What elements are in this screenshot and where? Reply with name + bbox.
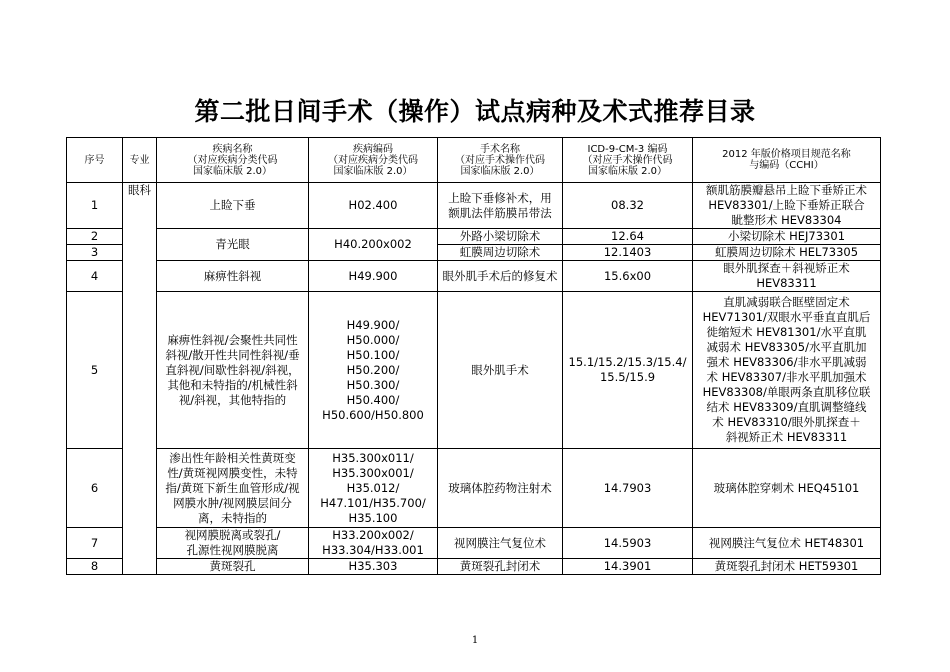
icd-code-cell bbox=[563, 449, 693, 528]
cell-line: 眼外肌手术 bbox=[471, 362, 529, 377]
disease-code-cell bbox=[309, 229, 438, 261]
cell-line: H02.400 bbox=[348, 198, 398, 212]
cell-line: 额肌筋膜瓣悬吊上睑下垂矫正术 bbox=[706, 183, 867, 197]
cell-line: 麻痹性斜视/会聚性共同性 bbox=[167, 332, 298, 347]
cell-line: （对应手术操作代码 bbox=[582, 154, 673, 166]
table-row bbox=[67, 449, 881, 528]
row-seq: 3 bbox=[67, 245, 123, 261]
cell-line: H40.200x002 bbox=[334, 237, 412, 251]
cell-line: 08.32 bbox=[611, 198, 644, 212]
cell-line: 结术 HEV83309/直肌调整缝线 bbox=[706, 400, 867, 414]
procedure-name-cell bbox=[438, 261, 563, 292]
header-procedure-name bbox=[438, 138, 563, 183]
cell-line: 眦整形术 HEV83304 bbox=[731, 213, 842, 227]
cell-line: H50.300/ bbox=[346, 377, 400, 392]
cell-line: 黄斑裂孔封闭术 bbox=[459, 559, 541, 573]
page-title: 第二批日间手术（操作）试点病种及术式推荐目录 bbox=[194, 97, 756, 126]
specialty-cell: 眼科 bbox=[123, 183, 157, 575]
disease-name-cell bbox=[157, 528, 309, 559]
cell-line: ICD-9-CM-3 编码 bbox=[587, 143, 668, 155]
cell-line: 术 HEV83307/非水平肌加强术 bbox=[706, 370, 867, 384]
row-seq: 4 bbox=[67, 261, 123, 292]
procedure-name-cell bbox=[438, 292, 563, 449]
cell-line: 小梁切除术 HEJ73301 bbox=[727, 229, 846, 243]
header-price-item bbox=[693, 138, 881, 183]
disease-code-cell bbox=[309, 292, 438, 449]
table-row bbox=[67, 292, 881, 449]
cell-line: 外路小梁切除术 bbox=[459, 229, 541, 243]
cell-line: 斜视/散开性共同性斜视/垂 bbox=[165, 347, 300, 362]
cell-line: 青光眼 bbox=[215, 237, 250, 251]
cell-line: 14.5903 bbox=[603, 535, 652, 550]
disease-name-cell bbox=[157, 292, 309, 449]
header-seq: 序号 bbox=[67, 138, 123, 183]
header-disease-code bbox=[309, 138, 438, 183]
cell-line: H35.303 bbox=[348, 559, 398, 573]
icd-code-cell bbox=[563, 528, 693, 559]
disease-name-cell bbox=[157, 183, 309, 229]
icd-code-cell bbox=[563, 261, 693, 292]
header-disease-name bbox=[157, 138, 309, 183]
cell-line: 2012 年版价格项目规范名称 bbox=[722, 149, 851, 160]
price-item-cell bbox=[693, 261, 881, 292]
cell-line: 徙缩短术 HEV81301/水平直肌 bbox=[706, 325, 867, 339]
cell-line: 性/黄斑视网膜变性，未特 bbox=[167, 465, 298, 480]
cell-line: 虹膜周边切除术 bbox=[459, 245, 541, 259]
disease-name-cell bbox=[157, 261, 309, 292]
cell-line: （对应疾病分类代码 bbox=[187, 154, 278, 166]
cell-line: 疾病编码 bbox=[353, 143, 393, 155]
disease-code-cell bbox=[309, 449, 438, 528]
cell-line: H35.300x001/ bbox=[332, 465, 414, 480]
row-seq: 6 bbox=[67, 449, 123, 528]
cell-line: 眼外肌手术后的修复术 bbox=[442, 268, 558, 283]
table-row bbox=[67, 261, 881, 292]
price-item-cell bbox=[693, 449, 881, 528]
cell-line: 离，未特指的 bbox=[198, 510, 267, 525]
cell-line: H47.101/H35.700/ bbox=[320, 495, 426, 510]
cell-line: H50.600/H50.800 bbox=[322, 407, 424, 422]
icd-code-cell bbox=[563, 292, 693, 449]
price-item-cell bbox=[693, 528, 881, 559]
price-item-cell bbox=[693, 229, 881, 245]
cell-line: 14.7903 bbox=[603, 480, 652, 495]
cell-line: H50.400/ bbox=[346, 392, 400, 407]
cell-line: 玻璃体腔药物注射术 bbox=[448, 480, 552, 495]
cell-line: H33.304/H33.001 bbox=[322, 543, 424, 557]
price-item-cell bbox=[693, 183, 881, 229]
cell-line: 额肌法伴筋膜吊带法 bbox=[448, 205, 552, 220]
cell-line: H35.012/ bbox=[346, 480, 400, 495]
cell-line: 国家临床版 2.0） bbox=[460, 165, 540, 177]
price-item-cell bbox=[693, 559, 881, 575]
icd-code-cell bbox=[563, 245, 693, 261]
cell-line: HEV83311 bbox=[756, 276, 817, 290]
cell-line: 麻痹性斜视 bbox=[203, 268, 262, 283]
cell-line: 视网膜注气复位术 bbox=[454, 535, 546, 550]
cell-line: HEV83308/单眼两条直肌移位联 bbox=[702, 385, 871, 399]
row-seq: 5 bbox=[67, 292, 123, 449]
cell-line: H49.900 bbox=[348, 268, 398, 283]
cell-line: 减弱术 HEV83305/水平直肌加 bbox=[706, 340, 867, 354]
cell-line: 上睑下垂修补术，用 bbox=[448, 190, 552, 205]
cell-line: 国家临床版 2.0） bbox=[587, 165, 668, 177]
cell-line: 国家临床版 2.0） bbox=[192, 165, 273, 177]
cell-line: 虹膜周边切除术 HEL73305 bbox=[714, 245, 859, 259]
table-row bbox=[67, 559, 881, 575]
cell-line: 玻璃体腔穿刺术 HEQ45101 bbox=[713, 480, 860, 495]
price-item-cell bbox=[693, 292, 881, 449]
cell-line: 黄斑裂孔封闭术 HET59301 bbox=[714, 559, 859, 573]
cell-line: 黄斑裂孔 bbox=[209, 559, 256, 573]
cell-line: H50.000/ bbox=[346, 332, 400, 347]
table-row bbox=[67, 183, 881, 229]
disease-code-cell bbox=[309, 261, 438, 292]
cell-line: H33.200x002/ bbox=[332, 528, 414, 542]
icd-code-cell bbox=[563, 559, 693, 575]
procedure-name-cell bbox=[438, 528, 563, 559]
cell-line: 15.1/15.2/15.3/15.4/ bbox=[568, 355, 687, 369]
cell-line: 12.1403 bbox=[603, 245, 652, 259]
cell-line: 指/黄斑下新生血管形成/视 bbox=[165, 480, 300, 495]
row-seq: 1 bbox=[67, 183, 123, 229]
procedure-name-cell bbox=[438, 449, 563, 528]
cell-line: 其他和未特指的/机械性斜 bbox=[167, 377, 298, 392]
cell-line: 孔源性视网膜脱离 bbox=[186, 543, 279, 557]
procedure-name-cell bbox=[438, 183, 563, 229]
cell-line: 上睑下垂 bbox=[209, 198, 256, 212]
cell-line: H50.200/ bbox=[346, 362, 400, 377]
row-seq: 2 bbox=[67, 229, 123, 245]
cell-line: 术 HEV83310/眼外肌探查＋ bbox=[712, 415, 861, 429]
cell-line: 网膜水肿/视网膜层间分 bbox=[173, 495, 292, 510]
table-row bbox=[67, 528, 881, 559]
page-number: 1 bbox=[471, 635, 479, 646]
cell-line: 斜视矫正术 HEV83311 bbox=[725, 430, 848, 444]
header-icd-code bbox=[563, 138, 693, 183]
cell-line: 眼外肌探查＋斜视矫正术 bbox=[723, 261, 850, 275]
disease-name-cell bbox=[157, 449, 309, 528]
cell-line: 视/斜视，其他特指的 bbox=[178, 392, 287, 407]
icd-code-cell bbox=[563, 229, 693, 245]
cell-line: 15.6x00 bbox=[603, 268, 652, 283]
row-seq: 8 bbox=[67, 559, 123, 575]
cell-line: 视网膜脱离或裂孔/ bbox=[184, 528, 281, 542]
price-item-cell bbox=[693, 245, 881, 261]
procedure-name-cell bbox=[438, 559, 563, 575]
procedure-name-cell bbox=[438, 229, 563, 245]
cell-line: 疾病名称 bbox=[212, 143, 253, 155]
cell-line: 14.3901 bbox=[603, 559, 652, 573]
surgery-catalog-table bbox=[66, 137, 881, 575]
cell-line: 国家临床版 2.0） bbox=[333, 165, 413, 177]
cell-line: H35.300x011/ bbox=[332, 450, 414, 465]
disease-code-cell bbox=[309, 559, 438, 575]
cell-line: HEV83301/上睑下垂矫正联合 bbox=[708, 198, 865, 212]
cell-line: 手术名称 bbox=[480, 143, 520, 155]
cell-line: 强术 HEV83306/非水平肌减弱 bbox=[706, 355, 867, 369]
disease-code-cell bbox=[309, 183, 438, 229]
table-row bbox=[67, 229, 881, 245]
table-header-row bbox=[67, 138, 881, 183]
cell-line: （对应手术操作代码 bbox=[455, 154, 545, 166]
disease-name-cell bbox=[157, 229, 309, 261]
cell-line: 12.64 bbox=[611, 229, 644, 243]
row-seq: 7 bbox=[67, 528, 123, 559]
cell-line: 渗出性年龄相关性黄斑变 bbox=[169, 450, 296, 465]
disease-name-cell bbox=[157, 559, 309, 575]
icd-code-cell bbox=[563, 183, 693, 229]
cell-line: H35.100 bbox=[348, 510, 398, 525]
cell-line: （对应疾病分类代码 bbox=[328, 154, 418, 166]
header-specialty: 专业 bbox=[123, 138, 157, 183]
cell-line: 与编码（CCHI） bbox=[749, 160, 824, 171]
disease-code-cell bbox=[309, 528, 438, 559]
cell-line: 直斜视/间歇性斜视/斜视， bbox=[165, 362, 300, 377]
cell-line: 15.5/15.9 bbox=[599, 370, 656, 384]
procedure-name-cell bbox=[438, 245, 563, 261]
cell-line: 直肌减弱联合眶壁固定术 bbox=[723, 295, 850, 309]
cell-line: 视网膜注气复位术 HET48301 bbox=[708, 535, 865, 550]
cell-line: H50.100/ bbox=[346, 347, 400, 362]
cell-line: HEV71301/双眼水平垂直直肌后 bbox=[702, 310, 871, 324]
cell-line: H49.900/ bbox=[346, 317, 400, 332]
